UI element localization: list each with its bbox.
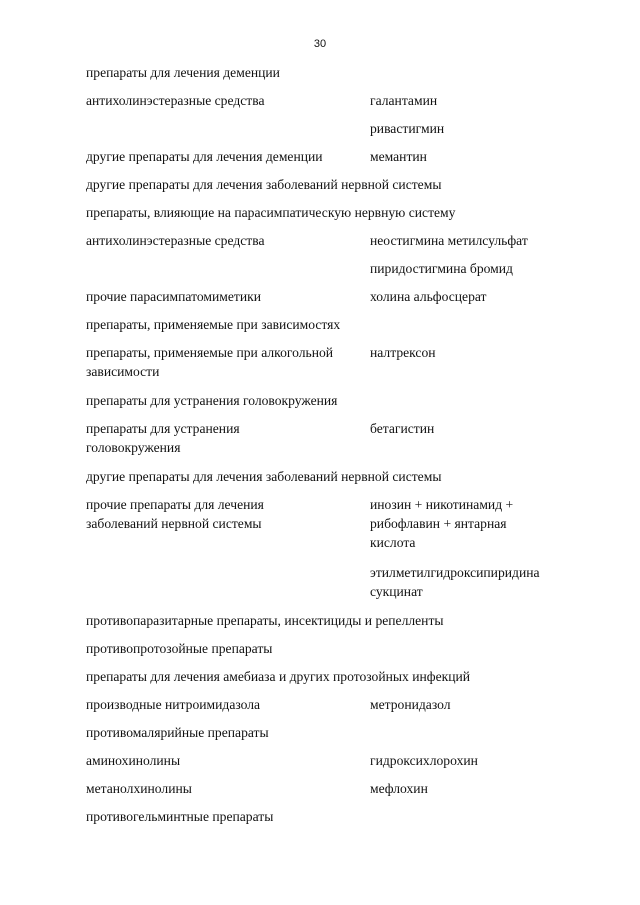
drug-name-cell: неостигмина метилсульфат <box>370 233 528 248</box>
category-cell: антихолинэстеразные средства <box>86 233 265 248</box>
category-cell: другие препараты для лечения заболеваний нервной системы <box>86 177 442 192</box>
category-cell: препараты, применяемые при зависимостях <box>86 317 341 332</box>
category-cell: производные нитроимидазола <box>86 697 261 712</box>
category-cell: метанолхинолины <box>86 781 192 796</box>
category-cell: другие препараты для лечения заболеваний нервной системы <box>86 469 442 484</box>
category-cell: противомалярийные препараты <box>86 725 269 740</box>
page-number: 30 <box>313 38 327 50</box>
drug-name-cell: галантамин <box>370 93 438 108</box>
category-cell: противопротозойные препараты <box>86 641 273 656</box>
drug-name-cell: бетагистин <box>370 421 435 436</box>
category-cell: прочие парасимпатомиметики <box>86 289 261 304</box>
drug-name-cell: этилметилгидроксипиридина сукцинат <box>370 565 540 599</box>
drug-name-cell: холина альфосцерат <box>370 289 487 304</box>
category-cell: препараты для лечения амебиаза и других протозойных инфекций <box>86 669 471 684</box>
drug-name-cell: метронидазол <box>370 697 451 712</box>
category-cell: другие препараты для лечения деменции <box>86 149 323 164</box>
drug-name-cell: налтрексон <box>370 345 436 360</box>
category-cell: препараты для лечения деменции <box>86 65 280 80</box>
category-cell: препараты, применяемые при алкогольной зависимости <box>86 345 334 379</box>
category-cell: препараты, влияющие на парасимпатическую нервную систему <box>86 205 456 220</box>
category-cell: противогельминтные препараты <box>86 809 274 824</box>
drug-name-cell: инозин + никотинамид + рибофлавин + янтарная кислота <box>370 497 514 550</box>
drug-name-cell: гидроксихлорохин <box>370 753 478 768</box>
category-cell: препараты для устранения головокружения <box>86 393 338 408</box>
drug-name-cell: мефлохин <box>370 781 428 796</box>
category-cell: препараты для устранения головокружения <box>86 421 240 455</box>
category-cell: противопаразитарные препараты, инсектициды и репелленты <box>86 613 444 628</box>
category-cell: аминохинолины <box>86 753 181 768</box>
category-cell: прочие препараты для лечения заболеваний нервной системы <box>86 497 264 531</box>
drug-name-cell: мемантин <box>370 149 427 164</box>
drug-name-cell: ривастигмин <box>370 121 445 136</box>
drug-name-cell: пиридостигмина бромид <box>370 261 513 276</box>
category-cell: антихолинэстеразные средства <box>86 93 265 108</box>
